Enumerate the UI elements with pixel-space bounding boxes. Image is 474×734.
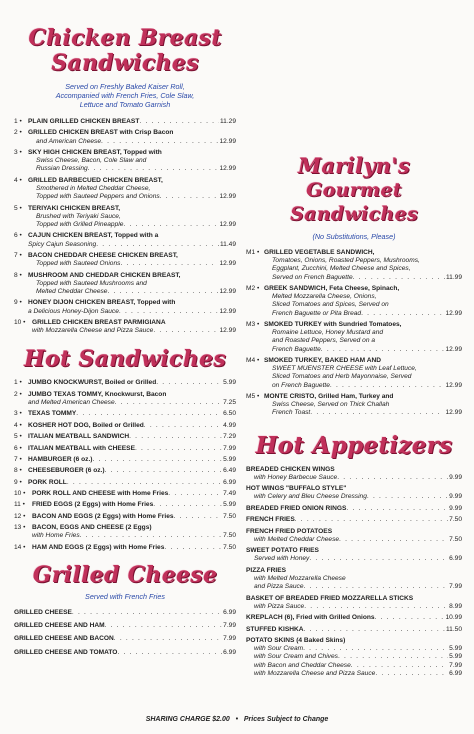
price-leader [304,583,449,591]
item-name: GREEK SANDWICH, Feta Cheese, Spinach, [264,285,400,292]
price-leader [361,310,444,318]
menu-item [246,547,462,563]
item-price: 12.99 [445,345,462,353]
item-description: on French Baguette [272,381,330,389]
item-number: 3 • [14,410,22,418]
price-leader [92,456,222,464]
menu-item [14,635,236,643]
item-name: BREADED FRIED ONION RINGS [246,504,347,512]
menu-item [14,177,236,202]
item-price: 12.99 [219,287,236,295]
item-price: 5.99 [223,455,236,463]
item-description: with Bacon and Cheddar Cheese [254,661,351,669]
item-name: POTATO SKINS (4 Baked Skins) [246,636,346,644]
price-leader [160,193,219,201]
item-price: 9.99 [449,504,462,512]
item-price: 12.99 [219,137,236,145]
menu-item [14,649,236,657]
item-name: HONEY DIJON CHICKEN BREAST, Topped with [28,299,176,307]
menu-item [14,445,236,453]
item-name: HAM AND EGGS (2 Eggs) with Home Fries [32,543,165,551]
item-name: BACON CHEDDAR CHEESE CHICKEN BREAST, [28,251,178,259]
hot-appetizers-list [246,466,462,678]
item-price: 9.99 [449,473,462,481]
item-name: KREPLACH (6), Fried with Grilled Onions [246,614,375,622]
item-description: Melted Cheddar Cheese [36,287,108,295]
menu-item [14,391,236,407]
price-leader [114,635,222,643]
price-leader [101,138,218,146]
item-price: 12.99 [445,309,462,317]
item-price: 8.99 [449,602,462,610]
price-leader [330,382,445,390]
item-name: GRILLED CHEESE [14,609,72,617]
menu-item [246,285,462,318]
price-leader [295,516,448,524]
item-price: 6.99 [449,669,462,677]
price-leader [115,399,223,407]
item-description: with Melted Mozzarella Cheese [254,574,346,582]
price-leader [139,118,219,126]
price-leader [117,649,222,657]
item-number: 9 • [14,299,22,307]
item-description: Topped with Sauteed Peppers and Onions [36,193,160,201]
item-description: SWEET MUENSTER CHEESE with Leaf Lettuce, [272,365,417,373]
item-name: GRILLED VEGETABLE SANDWICH, [264,249,375,256]
hot-sandwiches-title: Hot Sandwiches [23,346,227,373]
menu-item [14,479,236,487]
item-name: GRILLED CHEESE AND TOMATO [14,648,118,656]
item-price: 12.99 [219,327,236,335]
item-number: 8 • [14,271,22,279]
item-name: STUFFED KISHKA [246,625,304,633]
menu-item [14,299,236,315]
item-number: 11 • [14,501,25,509]
menu-item [14,433,236,441]
menu-item [246,595,462,611]
price-leader [72,609,222,617]
menu-item [14,205,236,230]
item-description: French Toast [272,409,311,417]
item-number: M5 • [246,393,260,400]
item-price: 7.29 [223,433,236,441]
price-leader [129,433,222,441]
price-leader [107,288,218,296]
item-description: Spicy Cajun Seasoning [28,240,97,248]
price-leader [156,379,222,387]
item-description: with Melted Cheddar Cheese [254,535,340,543]
item-description: with Mozzarella Cheese and Pizza Sauce [254,669,376,677]
item-number: 6 • [14,444,22,452]
menu-item [14,609,236,617]
item-name: HAMBURGER (6 oz.) [28,455,93,463]
price-leader [123,221,218,229]
item-price: 7.50 [449,516,462,524]
item-price: 11.50 [445,625,462,633]
item-number: 12 • [14,512,26,520]
price-leader [105,467,223,475]
item-price: 7.50 [449,535,462,543]
item-price: 7.99 [223,622,236,630]
item-description: with Mozzarella Cheese and Pizza Sauce [32,327,154,335]
menu-item [14,513,236,521]
menu-item [246,626,462,634]
price-leader [88,165,219,173]
menu-item [246,516,462,524]
item-description: a Delicious Honey-Dijon Sauce [28,307,119,315]
item-name: SKY HIGH CHICKEN BREAST, Topped with [28,148,162,156]
item-price: 12.99 [219,193,236,201]
price-leader [375,614,445,622]
item-description: and American Cheese [36,137,101,145]
item-name: MUSHROOM AND CHEDDAR CHICKEN BREAST, [28,271,181,279]
item-price: 12.99 [219,307,236,315]
item-price: 12.99 [445,409,462,417]
menu-item [14,524,236,540]
item-name: PLAIN GRILLED CHICKEN BREAST [28,118,140,125]
menu-item [246,485,462,501]
menu-item [246,505,462,513]
item-description: Smothered in Melted Cheddar Cheese, [36,184,151,192]
price-leader [120,260,218,268]
item-number: 14 • [14,543,26,551]
item-number: 1 • [14,118,22,125]
item-description: Topped with Sauteed Mushrooms and [36,279,147,287]
item-description: Brushed with Teriyaki Sauce, [36,212,121,220]
item-number: 9 • [14,478,22,486]
grilled-cheese-list [14,609,236,657]
item-description: and Roasted Peppers, Served on a [272,337,376,345]
price-leader [303,645,448,653]
price-leader [168,490,222,498]
price-leader [304,603,448,611]
item-number: 10 • [14,490,26,498]
item-name: FRENCH FRIED POTATOES [246,527,333,535]
item-description: with Honey Barbecue Sauce [254,473,338,481]
item-number: 8 • [14,467,22,475]
menu-item [14,379,236,387]
item-number: 1 • [14,379,22,387]
sharing-charge: SHARING CHARGE $2.00 [145,716,230,723]
item-description: and Melted American Cheese [28,398,115,406]
price-leader [346,505,448,513]
price-leader [351,662,448,670]
item-name: BACON, EGGS AND CHEESE (2 Eggs) [32,524,152,532]
right-column [246,0,462,681]
item-name: PORK ROLL [28,478,67,486]
menu-item [246,357,462,390]
chicken-subtitle-3: Lettuce and Tomato Garnish [79,100,171,109]
item-price: 5.99 [223,379,236,387]
item-number: 7 • [14,251,22,259]
menu-item [14,272,236,297]
menu-item [14,410,236,418]
marilyn-title-line2: Gourmet Sandwiches [290,179,418,225]
item-name: FRIED EGGS (2 Eggs) with Home Fries [32,501,154,509]
item-number: M1 • [246,249,260,256]
price-leader [321,346,445,354]
menu-item [14,467,236,475]
item-price: 7.99 [449,661,462,669]
item-name: SWEET POTATO FRIES [246,547,319,555]
chicken-menu-list [14,118,236,335]
item-description: Sliced Tomatoes and Herb Mayonnaise, Served [272,373,412,381]
item-description: Swiss Cheese, Served on Thick Challah [272,401,390,409]
item-name: TERIYAKI CHICKEN BREAST, [28,204,121,212]
item-name: BASKET OF BREADED FRIED MOZZARELLA STICKS [246,594,414,602]
footer [0,716,474,723]
menu-item [14,456,236,464]
item-price: 5.99 [449,645,462,653]
item-description: Tomatoes, Onions, Roasted Peppers, Mushrooms, [272,257,420,265]
item-price: 5.99 [223,501,236,509]
item-name: GRILLED CHEESE AND HAM [14,622,105,630]
price-leader [337,474,448,482]
hot-sandwiches-list [14,379,236,552]
item-price: 6.49 [223,467,236,475]
item-price: 6.99 [223,609,236,617]
item-price: 6.99 [449,555,462,563]
item-name: PIZZA FRIES [246,566,287,574]
marilyn-subtitle: (No Substitutions, Please) [312,232,396,241]
menu-item [246,528,462,544]
item-description: Sliced Tomatoes and Spices, Served on [272,301,389,309]
menu-item [14,622,236,630]
price-leader [164,544,222,552]
item-description: Russian Dressing [36,165,88,173]
item-number: 6 • [14,232,22,240]
item-description: with Sour Cream and Chives [254,653,338,661]
menu-item [14,149,236,174]
item-name: CHEESEBURGER (6 oz.) [28,467,105,475]
item-number: 7 • [14,455,22,463]
price-leader [96,241,219,249]
item-price: 6.99 [223,478,236,486]
item-number: M2 • [246,285,260,292]
item-price: 7.50 [223,532,236,540]
item-description: Melted Mozzarella Cheese, Onions, [272,293,377,301]
price-leader [105,622,223,630]
item-price: 7.25 [223,398,236,406]
item-name: JUMBO TEXAS TOMMY, Knockwurst, Bacon [28,390,167,398]
item-name: GRILLED CHICKEN BREAST with Crisp Bacon [28,129,174,137]
item-name: ITALIAN MEATBALL SANDWICH [28,433,130,441]
item-description: French Baguette or Pita Bread [272,309,362,317]
price-leader [338,653,448,661]
item-name: MONTE CRISTO, Grilled Ham, Turkey and [264,393,394,400]
price-leader [119,308,219,316]
price-leader [153,501,222,509]
chicken-subtitle-1: Served on Freshly Baked Kaiser Roll, [65,82,185,91]
price-leader [309,555,448,563]
item-name: KOSHER HOT DOG, Boiled or Grilled [28,421,144,429]
item-name: HOT WINGS "BUFFALO STYLE" [246,485,347,493]
price-leader [310,409,444,417]
item-description: Romaine Lettuce, Honey Mustard and [272,329,384,337]
item-price: 6.50 [223,410,236,418]
footer-bullet: • [235,716,239,723]
marilyn-menu-list [246,249,462,418]
price-leader [144,422,222,430]
item-name: GRILLED CHEESE AND BACON [14,635,114,643]
item-number: 5 • [14,433,22,441]
menu-item [246,249,462,282]
price-leader [367,493,448,501]
item-description: Topped with Sauteed Onions [36,260,121,268]
menu-item [14,118,236,126]
menu-item [14,319,236,335]
item-price: 7.50 [223,512,236,520]
item-description: and Pizza Sauce [254,583,304,591]
item-description: with Sour Cream [254,645,304,653]
menu-item [246,614,462,622]
menu-item [14,252,236,268]
grilled-cheese-subtitle: Served with French Fries [85,592,165,602]
item-price: 12.99 [445,381,462,389]
chicken-title-line1: Chicken Breast [28,25,222,51]
item-description: Swiss Cheese, Bacon, Cole Slaw and [36,157,147,165]
price-leader [174,513,223,521]
price-leader [339,536,448,544]
item-price: 7.49 [223,490,236,498]
item-price: 12.99 [219,220,236,228]
item-price: 12.99 [219,165,236,173]
menu-item [14,544,236,552]
item-number: 2 • [14,129,22,137]
price-leader [135,445,222,453]
item-price: 9.99 [449,493,462,501]
item-description: French Baguette [272,345,321,353]
item-name: BREADED CHICKEN WINGS [246,465,335,473]
menu-item [246,466,462,482]
menu-item [14,422,236,430]
item-price: 7.99 [223,444,236,452]
item-name: ITALIAN MEATBALL with CHEESE [28,444,135,452]
price-leader [153,327,218,335]
item-number: 4 • [14,421,22,429]
item-number: 10 • [14,318,26,326]
item-price: 10.99 [445,614,462,622]
price-leader [76,410,222,418]
marilyn-title-line1: Marilyn's [297,153,411,178]
item-description: Topped with Grilled Pineapple [36,220,124,228]
item-name: JUMBO KNOCKWURST, Boiled or Grilled [28,379,157,387]
item-price: 11.49 [219,240,236,248]
item-description: Served with Honey [254,555,310,563]
item-name: CAJUN CHICKEN BREAST, Topped with a [28,232,159,240]
item-price: 4.99 [223,421,236,429]
item-description: Served on French Baguette [272,273,353,281]
chicken-subtitle-2: Accompanied with French Fries, Cole Slaw, [55,91,195,100]
price-leader [375,670,448,678]
item-number: M3 • [246,321,260,328]
item-price: 11.99 [445,273,462,281]
item-number: 2 • [14,390,22,398]
chicken-title-line2: Sandwiches [51,50,199,76]
item-name: SMOKED TURKEY, BAKED HAM AND [264,357,381,364]
item-price: 12.99 [219,260,236,268]
menu-item [246,567,462,592]
item-number: 13 • [14,524,26,532]
menu-item [14,501,236,509]
item-price: 6.99 [223,648,236,656]
item-name: PORK ROLL AND CHEESE with Home Fries [32,490,169,498]
hot-appetizers-title: Hot Appetizers [255,431,453,459]
item-price: 11.29 [219,118,236,125]
item-description: with Celery and Bleu Cheese Dressing [254,493,367,501]
item-name: SMOKED TURKEY with Sundried Tomatoes, [264,321,402,328]
item-name: BACON AND EGGS (2 Eggs) with Home Fries [32,512,174,520]
menu-item [246,321,462,354]
grilled-cheese-title: Grilled Cheese [32,562,218,589]
left-column [14,0,236,662]
item-price: 7.99 [449,583,462,591]
item-price: 7.50 [223,543,236,551]
item-description: Eggplant, Zucchini, Melted Cheese and Spices, [272,265,411,273]
item-description: with Pizza Sauce [254,602,305,610]
item-name: GRILLED CHICKEN BREAST PARMIGIANA [32,318,166,326]
item-name: GRILLED BARBECUED CHICKEN BREAST, [28,176,163,184]
prices-note: Prices Subject to Change [243,716,329,723]
menu-item [246,393,462,418]
menu-item [246,637,462,678]
item-name: TEXAS TOMMY [28,410,77,418]
menu-item [14,129,236,145]
menu-item [14,232,236,248]
item-name: FRENCH FRIES [246,516,295,524]
price-leader [80,532,223,540]
item-number: 5 • [14,204,22,212]
price-leader [304,626,445,634]
menu-item [14,490,236,498]
price-leader [353,274,445,282]
item-number: 3 • [14,148,22,156]
item-price: 5.99 [449,653,462,661]
item-number: 4 • [14,176,22,184]
price-leader [67,479,222,487]
item-number: M4 • [246,357,260,364]
item-price: 7.99 [223,635,236,643]
item-description: with Home Fries [32,532,80,540]
